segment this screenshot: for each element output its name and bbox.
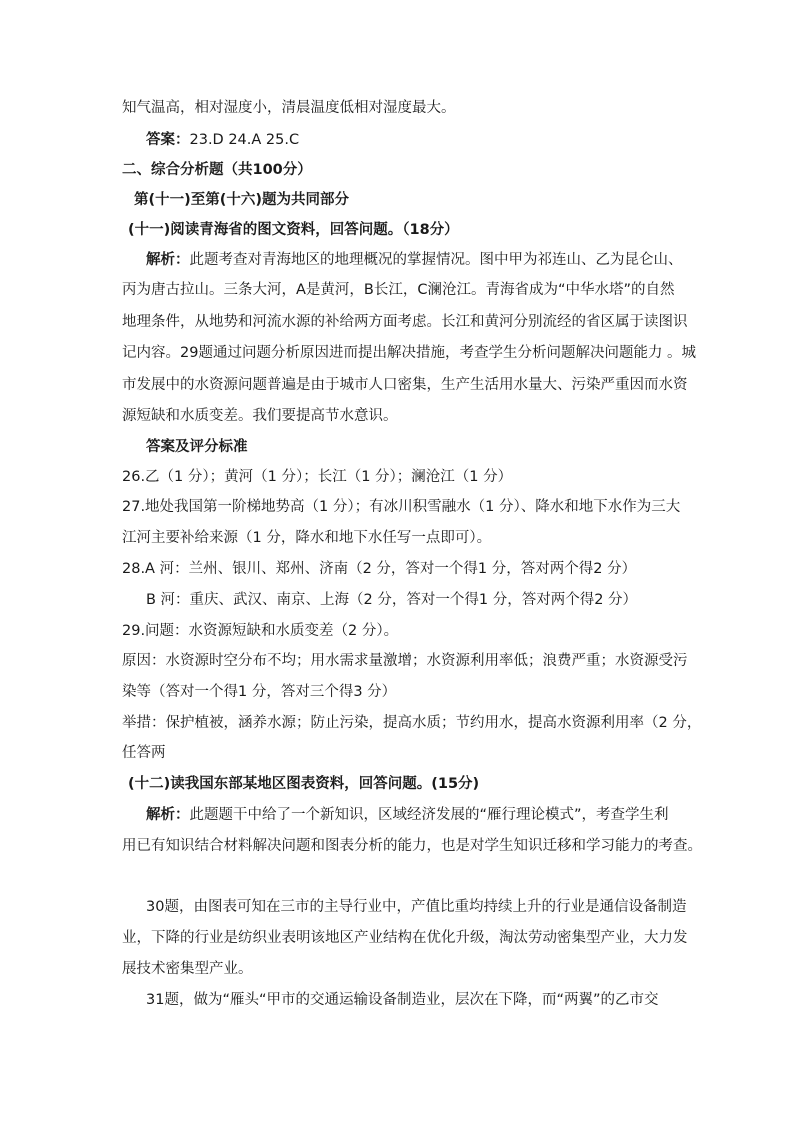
subsection-heading: 第(十一)至第(十六)题为共同部分 xyxy=(134,192,350,208)
text-line: 26.乙（1 分）；黄河（1 分）；长江（1 分）；澜沧江（1 分） xyxy=(122,469,513,485)
analysis-line xyxy=(146,250,683,270)
text-line: 任答两 xyxy=(122,745,166,761)
text-line: 丙为唐古拉山。三条大河，A是黄河，B长江，C澜沧江。青海省成为“中华水塔”的自然 xyxy=(122,282,675,298)
scoring-heading: 答案及评分标准 xyxy=(146,439,248,455)
text-line: 源短缺和水质变差。我们要提高节水意识。 xyxy=(122,408,398,424)
text-line: 业，下降的行业是纺织业表明该地区产业结构在优化升级，淘汰劳动密集型产业，大力发 xyxy=(122,930,688,946)
question-heading: (十一)阅读青海省的图文资料，回答问题。（18分） xyxy=(128,222,459,238)
question-heading: (十二)读我国东部某地区图表资料，回答问题。(15分) xyxy=(128,776,480,792)
text-line: 记内容。29题通过问题分析原因进而提出解决措施，考查学生分析问题解决问题能力 。城 xyxy=(122,345,697,361)
text-line: 江河主要补给来源（1 分，降水和地下水任写一点即可）。 xyxy=(122,530,492,546)
analysis-label: 解析： xyxy=(146,252,190,268)
text-line: 27.地处我国第一阶梯地势高（1 分）；有冰川积雪融水（1 分）、降水和地下水作为三大 xyxy=(122,499,681,515)
text-line: 展技术密集型产业。 xyxy=(122,961,253,977)
analysis-text: 此题考查对青海地区的地理概况的掌握情况。图中甲为祁连山、乙为昆仑山、 xyxy=(189,252,683,268)
answer-line xyxy=(146,130,299,150)
analysis-text: 此题题干中给了一个新知识，区域经济发展的“雁行理论模式”，考查学生利 xyxy=(189,807,669,823)
text-line: 原因：水资源时空分布不均；用水需求量激增；水资源利用率低；浪费严重；水资源受污 xyxy=(122,653,688,669)
analysis-label: 解析： xyxy=(146,807,190,823)
text-line: 市发展中的水资源问题普遍是由于城市人口密集，生产生活用水量大、污染严重因而水资 xyxy=(122,377,688,393)
text-line: 31题，做为“雁头“甲市的交通运输设备制造业，层次在下降，而“两翼”的乙市交 xyxy=(146,992,659,1008)
answer-value: 23.D 24.A 25.C xyxy=(189,132,300,148)
text-line: 用已有知识结合材料解决问题和图表分析的能力，也是对学生知识迁移和学习能力的考查。 xyxy=(122,838,702,854)
section-heading: 二、综合分析题（共100分） xyxy=(122,162,312,178)
text-line: 染等（答对一个得1 分，答对三个得3 分） xyxy=(122,684,397,700)
text-line: 30题，由图表可知在三市的主导行业中，产值比重均持续上升的行业是通信设备制造 xyxy=(146,899,687,915)
text-line: 28.A 河：兰州、银川、郑州、济南（2 分，答对一个得1 分，答对两个得2 分） xyxy=(122,561,637,577)
analysis-line xyxy=(146,805,669,825)
text-line: 地理条件，从地势和河流水源的补给两方面考虑。长江和黄河分别流经的省区属于读图识 xyxy=(122,314,688,330)
text-line: 29.问题：水资源短缺和水质变差（2 分）。 xyxy=(122,623,399,639)
answer-label: 答案： xyxy=(146,132,190,148)
text-line: B 河：重庆、武汉、南京、上海（2 分，答对一个得1 分，答对两个得2 分） xyxy=(146,592,638,608)
text-line: 知气温高，相对湿度小，清晨温度低相对湿度最大。 xyxy=(122,100,456,116)
text-line: 举措：保护植被，涵养水源；防止污染，提高水质；节约用水，提高水资源利用率（2 分， xyxy=(122,715,702,731)
